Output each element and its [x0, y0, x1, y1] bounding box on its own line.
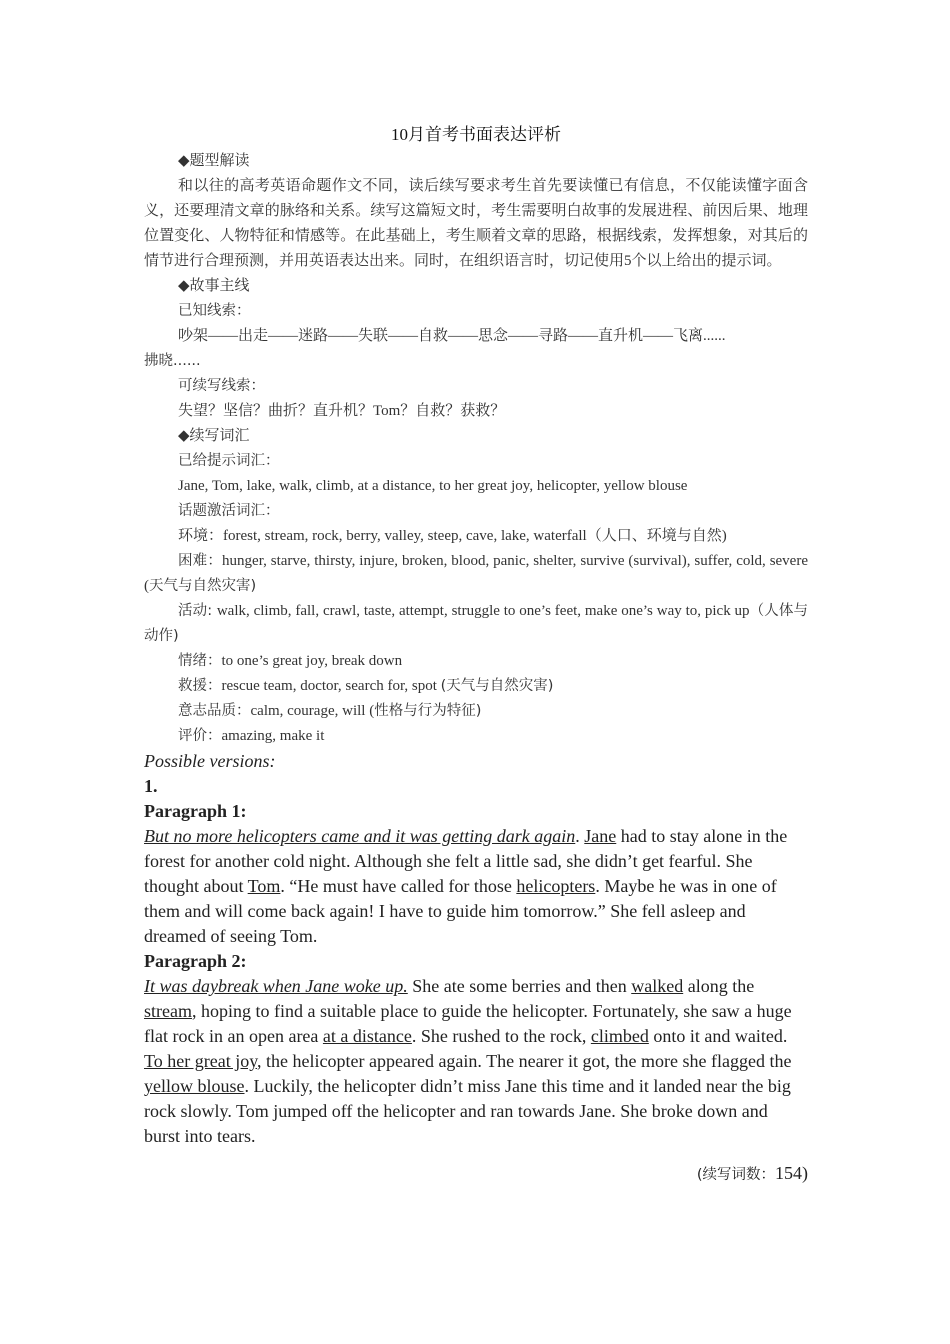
vocab-activity-text: walk, climb, fall, crawl, taste, attempt, struggle to one’s feet, make one’s way to, pick up	[216, 603, 750, 619]
p2-keyword-walked: walked	[631, 976, 684, 996]
document-title: 10月首考书面表达评析	[391, 125, 561, 144]
vocab-evaluation-text: amazing, make it	[221, 728, 325, 744]
paragraph-1-label: Paragraph 1:	[144, 801, 247, 821]
p2-keyword-yellow-blouse: yellow blouse	[144, 1076, 245, 1096]
p2-text: She ate some berries and then	[407, 976, 632, 996]
p1-keyword-tom: Tom	[247, 876, 281, 896]
section-heading-type-reading: ◆题型解读	[178, 153, 250, 169]
p1-keyword-jane: Jane	[584, 826, 617, 846]
known-clues-label: 已知线索：	[178, 303, 251, 319]
section-heading-vocab: ◆续写词汇	[178, 428, 250, 444]
topic-vocab-label: 话题激活词汇：	[178, 503, 280, 519]
p2-text: , the helicopter appeared again. The nearer it got, the more she flagged the	[257, 1051, 792, 1071]
p2-keyword-at-a-distance: at a distance	[322, 1026, 412, 1046]
p2-text: onto it and waited.	[648, 1026, 788, 1046]
p2-text: . Luckily, the helicopter didn’t miss Jane this time and it landed near the big rock slowly. Tom jumped off the helicopter and ran towards Jane. She broke down and burst into tears.	[144, 1076, 791, 1146]
vocab-environment-note: （人口、环境与自然)	[586, 528, 727, 544]
version-number: 1.	[144, 776, 158, 796]
vocab-difficulty-note: 天气与自然灾害)	[149, 578, 257, 594]
vocab-will	[144, 699, 808, 724]
continue-clues-text: 失望？坚信？曲折？直升机？Tom？自救？获救？	[178, 403, 506, 419]
vocab-emotion	[144, 649, 808, 674]
vocab-difficulty	[144, 549, 808, 599]
vocab-activity-note: （人体与动作)	[144, 603, 808, 644]
vocab-environment-text: forest, stream, rock, berry, valley, steep, cave, lake, waterfall	[223, 528, 587, 544]
p1-text: .	[575, 826, 585, 846]
word-count-label: (续写词数：	[696, 1167, 775, 1183]
known-clues-text	[144, 324, 808, 349]
word-count-value: 154)	[775, 1163, 808, 1183]
vocab-will-text: calm, courage, will (	[250, 703, 375, 719]
vocab-evaluation	[144, 724, 808, 749]
p1-keyword-helicopters: helicopters	[516, 876, 596, 896]
vocab-rescue-note: (天气与自然灾害)	[440, 678, 554, 694]
p2-text: . She rushed to the rock,	[411, 1026, 591, 1046]
vocab-emotion-label: 情绪：	[178, 653, 222, 669]
p1-text: had to stay alone in the forest for another cold night. Although she felt a little sad, she didn’t get fearful. She thought about	[144, 826, 788, 896]
p2-keyword-to-her-great-joy: To her great joy	[144, 1051, 258, 1071]
paragraph-1-body	[144, 824, 808, 949]
known-clues-part1: 吵架——出走——迷路——失联——自救——思念——寻路——直升机——飞离......	[178, 328, 726, 344]
vocab-evaluation-label: 评价：	[178, 728, 222, 744]
given-vocab-label: 已给提示词汇：	[178, 453, 280, 469]
p2-text: along the	[683, 976, 755, 996]
vocab-environment-label: 环境：	[178, 528, 224, 544]
vocab-activity	[144, 599, 808, 649]
p1-text: . Maybe he was in one of them and will come back again! I have to guide him tomorrow.” She fell asleep and dreamed of seeing Tom.	[144, 876, 777, 946]
vocab-rescue	[144, 674, 808, 699]
type-reading-body: 和以往的高考英语命题作文不同，读后续写要求考生首先要读懂已有信息，不仅能读懂字面含义，还要理清文章的脉络和关系。续写这篇短文时，考生需要明白故事的发展进程、前因后果、地理位置变化、人物特征和情感等。在此基础上，考生顺着文章的思路，根据线索，发挥想象，对其后的情节进行合理预测，并用英语表达出来。同时，在组织语言时，切记使用5个以上给出的提示词。	[144, 178, 808, 269]
vocab-rescue-label: 救援：	[178, 678, 222, 694]
p2-text: , hoping to find a suitable place to guide the helicopter. Fortunately, she saw a huge flat rock in an open area	[144, 1001, 792, 1046]
p1-text: . “He must have called for those	[280, 876, 517, 896]
continue-clues-label: 可续写线索：	[178, 378, 265, 394]
known-clues-text-cont: 拂晓......	[144, 353, 201, 369]
p2-opening-sentence: It was daybreak when Jane woke up.	[144, 976, 408, 996]
p2-keyword-stream: stream	[144, 1001, 192, 1021]
versions-heading: Possible versions:	[144, 751, 276, 771]
vocab-activity-label: 活动:	[178, 603, 217, 619]
vocab-will-note: 性格与行为特征)	[374, 703, 482, 719]
vocab-difficulty-text: hunger, starve, thirsty, injure, broken, blood, panic, shelter, survive (survival), suffer, cold, severe (	[144, 553, 808, 594]
paragraph-2-body	[144, 974, 808, 1149]
vocab-rescue-text: rescue team, doctor, search for, spot	[221, 678, 437, 694]
word-count	[144, 1161, 808, 1188]
vocab-environment	[144, 524, 808, 549]
document-page	[144, 122, 808, 1188]
p1-opening-sentence: But no more helicopters came and it was getting dark again	[144, 826, 576, 846]
vocab-emotion-text: to one’s great joy, break down	[221, 653, 403, 669]
paragraph-2-label: Paragraph 2:	[144, 951, 247, 971]
p2-keyword-climbed: climbed	[590, 1026, 649, 1046]
section-heading-storyline: ◆故事主线	[178, 278, 250, 294]
given-vocab-text: Jane, Tom, lake, walk, climb, at a distance, to her great joy, helicopter, yellow blouse	[178, 478, 688, 494]
vocab-difficulty-label: 困难：	[178, 553, 223, 569]
vocab-will-label: 意志品质：	[178, 703, 251, 719]
